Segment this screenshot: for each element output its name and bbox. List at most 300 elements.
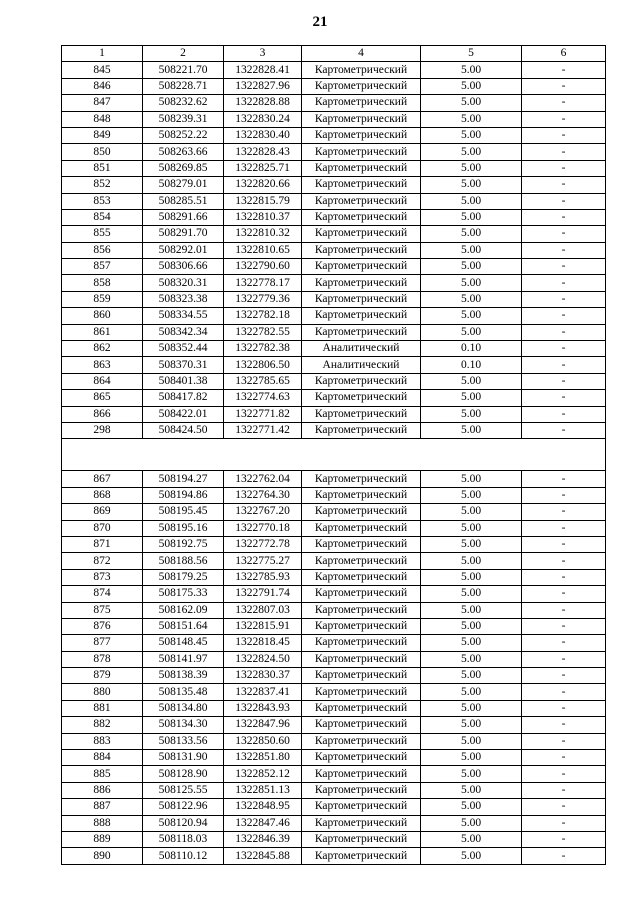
point-number-cell: 864 <box>62 373 143 389</box>
description-cell: - <box>522 668 606 684</box>
accuracy-cell: 5.00 <box>421 668 522 684</box>
accuracy-cell: 5.00 <box>421 62 522 78</box>
x-coordinate-cell: 508342.34 <box>143 324 224 340</box>
description-cell: - <box>522 815 606 831</box>
accuracy-cell: 5.00 <box>421 700 522 716</box>
table-row <box>62 635 606 651</box>
method-cell: Картометрический <box>302 144 421 160</box>
x-coordinate-cell: 508292.01 <box>143 242 224 258</box>
method-cell: Картометрический <box>302 536 421 552</box>
method-cell: Картометрический <box>302 848 421 864</box>
x-coordinate-cell: 508291.66 <box>143 209 224 225</box>
x-coordinate-cell: 508239.31 <box>143 111 224 127</box>
x-coordinate-cell: 508135.48 <box>143 684 224 700</box>
table-row <box>62 111 606 127</box>
point-number-cell: 890 <box>62 848 143 864</box>
method-cell: Картометрический <box>302 766 421 782</box>
table-row <box>62 341 606 357</box>
description-cell: - <box>522 487 606 503</box>
description-cell: - <box>522 341 606 357</box>
method-cell: Картометрический <box>302 78 421 94</box>
table-row <box>62 127 606 143</box>
y-coordinate-cell: 1322820.66 <box>224 177 302 193</box>
accuracy-cell: 5.00 <box>421 750 522 766</box>
description-cell: - <box>522 78 606 94</box>
method-cell: Картометрический <box>302 209 421 225</box>
description-cell: - <box>522 799 606 815</box>
accuracy-cell: 5.00 <box>421 717 522 733</box>
table-row <box>62 700 606 716</box>
x-coordinate-cell: 508320.31 <box>143 275 224 291</box>
y-coordinate-cell: 1322810.65 <box>224 242 302 258</box>
column-header: 2 <box>143 46 224 62</box>
x-coordinate-cell: 508194.27 <box>143 471 224 487</box>
y-coordinate-cell: 1322774.63 <box>224 390 302 406</box>
point-number-cell: 850 <box>62 144 143 160</box>
y-coordinate-cell: 1322782.18 <box>224 308 302 324</box>
table-row <box>62 651 606 667</box>
description-cell: - <box>522 848 606 864</box>
accuracy-cell: 5.00 <box>421 144 522 160</box>
y-coordinate-cell: 1322850.60 <box>224 733 302 749</box>
method-cell: Аналитический <box>302 357 421 373</box>
y-coordinate-cell: 1322767.20 <box>224 504 302 520</box>
accuracy-cell: 5.00 <box>421 242 522 258</box>
description-cell: - <box>522 504 606 520</box>
x-coordinate-cell: 508417.82 <box>143 390 224 406</box>
table-row <box>62 209 606 225</box>
accuracy-cell: 5.00 <box>421 390 522 406</box>
y-coordinate-cell: 1322830.40 <box>224 127 302 143</box>
point-number-cell: 872 <box>62 553 143 569</box>
point-number-cell: 877 <box>62 635 143 651</box>
accuracy-cell: 5.00 <box>421 799 522 815</box>
y-coordinate-cell: 1322818.45 <box>224 635 302 651</box>
method-cell: Картометрический <box>302 160 421 176</box>
method-cell: Картометрический <box>302 520 421 536</box>
table-row <box>62 259 606 275</box>
point-number-cell: 855 <box>62 226 143 242</box>
column-header: 1 <box>62 46 143 62</box>
point-number-cell: 871 <box>62 536 143 552</box>
x-coordinate-cell: 508122.96 <box>143 799 224 815</box>
accuracy-cell: 5.00 <box>421 815 522 831</box>
point-number-cell: 852 <box>62 177 143 193</box>
point-number-cell: 859 <box>62 291 143 307</box>
point-number-cell: 884 <box>62 750 143 766</box>
accuracy-cell: 5.00 <box>421 308 522 324</box>
y-coordinate-cell: 1322790.60 <box>224 259 302 275</box>
y-coordinate-cell: 1322830.37 <box>224 668 302 684</box>
accuracy-cell: 5.00 <box>421 520 522 536</box>
x-coordinate-cell: 508179.25 <box>143 569 224 585</box>
x-coordinate-cell: 508263.66 <box>143 144 224 160</box>
point-number-cell: 883 <box>62 733 143 749</box>
method-cell: Картометрический <box>302 750 421 766</box>
method-cell: Картометрический <box>302 193 421 209</box>
y-coordinate-cell: 1322815.91 <box>224 618 302 634</box>
description-cell: - <box>522 750 606 766</box>
point-number-cell: 873 <box>62 569 143 585</box>
description-cell: - <box>522 193 606 209</box>
column-header: 5 <box>421 46 522 62</box>
point-number-cell: 867 <box>62 471 143 487</box>
accuracy-cell: 5.00 <box>421 291 522 307</box>
table-row <box>62 78 606 94</box>
accuracy-cell: 5.00 <box>421 536 522 552</box>
x-coordinate-cell: 508134.30 <box>143 717 224 733</box>
x-coordinate-cell: 508424.50 <box>143 422 224 438</box>
table-row <box>62 242 606 258</box>
accuracy-cell: 5.00 <box>421 766 522 782</box>
point-number-cell: 868 <box>62 487 143 503</box>
accuracy-cell: 5.00 <box>421 618 522 634</box>
method-cell: Картометрический <box>302 799 421 815</box>
x-coordinate-cell: 508306.66 <box>143 259 224 275</box>
y-coordinate-cell: 1322806.50 <box>224 357 302 373</box>
point-number-cell: 847 <box>62 95 143 111</box>
x-coordinate-cell: 508188.56 <box>143 553 224 569</box>
table-row <box>62 684 606 700</box>
y-coordinate-cell: 1322827.96 <box>224 78 302 94</box>
x-coordinate-cell: 508162.09 <box>143 602 224 618</box>
method-cell: Картометрический <box>302 62 421 78</box>
method-cell: Картометрический <box>302 602 421 618</box>
x-coordinate-cell: 508221.70 <box>143 62 224 78</box>
description-cell: - <box>522 536 606 552</box>
accuracy-cell: 5.00 <box>421 275 522 291</box>
table-row <box>62 357 606 373</box>
y-coordinate-cell: 1322772.78 <box>224 536 302 552</box>
y-coordinate-cell: 1322824.50 <box>224 651 302 667</box>
accuracy-cell: 5.00 <box>421 831 522 847</box>
description-cell: - <box>522 95 606 111</box>
method-cell: Картометрический <box>302 373 421 389</box>
x-coordinate-cell: 508195.45 <box>143 504 224 520</box>
accuracy-cell: 5.00 <box>421 373 522 389</box>
method-cell: Картометрический <box>302 782 421 798</box>
point-number-cell: 298 <box>62 422 143 438</box>
point-number-cell: 878 <box>62 651 143 667</box>
column-header: 3 <box>224 46 302 62</box>
accuracy-cell: 5.00 <box>421 635 522 651</box>
y-coordinate-cell: 1322771.82 <box>224 406 302 422</box>
table-row <box>62 750 606 766</box>
x-coordinate-cell: 508323.38 <box>143 291 224 307</box>
coordinates-table <box>61 45 606 865</box>
y-coordinate-cell: 1322791.74 <box>224 586 302 602</box>
x-coordinate-cell: 508422.01 <box>143 406 224 422</box>
y-coordinate-cell: 1322828.43 <box>224 144 302 160</box>
y-coordinate-cell: 1322848.95 <box>224 799 302 815</box>
table-row <box>62 831 606 847</box>
x-coordinate-cell: 508291.70 <box>143 226 224 242</box>
table-row <box>62 848 606 864</box>
y-coordinate-cell: 1322782.38 <box>224 341 302 357</box>
y-coordinate-cell: 1322771.42 <box>224 422 302 438</box>
description-cell: - <box>522 569 606 585</box>
table-row <box>62 717 606 733</box>
method-cell: Картометрический <box>302 635 421 651</box>
method-cell: Картометрический <box>302 242 421 258</box>
y-coordinate-cell: 1322764.30 <box>224 487 302 503</box>
description-cell: - <box>522 422 606 438</box>
x-coordinate-cell: 508194.86 <box>143 487 224 503</box>
method-cell: Картометрический <box>302 259 421 275</box>
description-cell: - <box>522 291 606 307</box>
description-cell: - <box>522 275 606 291</box>
point-number-cell: 861 <box>62 324 143 340</box>
description-cell: - <box>522 406 606 422</box>
point-number-cell: 888 <box>62 815 143 831</box>
x-coordinate-cell: 508118.03 <box>143 831 224 847</box>
point-number-cell: 879 <box>62 668 143 684</box>
point-number-cell: 862 <box>62 341 143 357</box>
table-row <box>62 291 606 307</box>
x-coordinate-cell: 508138.39 <box>143 668 224 684</box>
column-header: 4 <box>302 46 421 62</box>
accuracy-cell: 5.00 <box>421 684 522 700</box>
y-coordinate-cell: 1322785.65 <box>224 373 302 389</box>
x-coordinate-cell: 508128.90 <box>143 766 224 782</box>
table-row <box>62 668 606 684</box>
accuracy-cell: 5.00 <box>421 209 522 225</box>
point-number-cell: 863 <box>62 357 143 373</box>
accuracy-cell: 5.00 <box>421 733 522 749</box>
point-number-cell: 866 <box>62 406 143 422</box>
method-cell: Аналитический <box>302 341 421 357</box>
description-cell: - <box>522 766 606 782</box>
method-cell: Картометрический <box>302 291 421 307</box>
y-coordinate-cell: 1322779.36 <box>224 291 302 307</box>
accuracy-cell: 5.00 <box>421 504 522 520</box>
method-cell: Картометрический <box>302 275 421 291</box>
y-coordinate-cell: 1322785.93 <box>224 569 302 585</box>
accuracy-cell: 5.00 <box>421 259 522 275</box>
x-coordinate-cell: 508232.62 <box>143 95 224 111</box>
table-row <box>62 733 606 749</box>
column-header: 6 <box>522 46 606 62</box>
accuracy-cell: 5.00 <box>421 422 522 438</box>
accuracy-cell: 5.00 <box>421 324 522 340</box>
accuracy-cell: 5.00 <box>421 160 522 176</box>
accuracy-cell: 5.00 <box>421 193 522 209</box>
method-cell: Картометрический <box>302 586 421 602</box>
accuracy-cell: 5.00 <box>421 602 522 618</box>
table-row <box>62 144 606 160</box>
description-cell: - <box>522 520 606 536</box>
point-number-cell: 856 <box>62 242 143 258</box>
method-cell: Картометрический <box>302 127 421 143</box>
y-coordinate-cell: 1322810.32 <box>224 226 302 242</box>
point-number-cell: 887 <box>62 799 143 815</box>
y-coordinate-cell: 1322830.24 <box>224 111 302 127</box>
y-coordinate-cell: 1322807.03 <box>224 602 302 618</box>
accuracy-cell: 5.00 <box>421 127 522 143</box>
y-coordinate-cell: 1322847.96 <box>224 717 302 733</box>
description-cell: - <box>522 651 606 667</box>
table-row <box>62 373 606 389</box>
table-row <box>62 586 606 602</box>
y-coordinate-cell: 1322845.88 <box>224 848 302 864</box>
method-cell: Картометрический <box>302 700 421 716</box>
description-cell: - <box>522 700 606 716</box>
description-cell: - <box>522 618 606 634</box>
point-number-cell: 886 <box>62 782 143 798</box>
accuracy-cell: 5.00 <box>421 471 522 487</box>
table-row <box>62 324 606 340</box>
table-row <box>62 782 606 798</box>
point-number-cell: 882 <box>62 717 143 733</box>
method-cell: Картометрический <box>302 553 421 569</box>
x-coordinate-cell: 508401.38 <box>143 373 224 389</box>
y-coordinate-cell: 1322775.27 <box>224 553 302 569</box>
method-cell: Картометрический <box>302 95 421 111</box>
accuracy-cell: 0.10 <box>421 341 522 357</box>
description-cell: - <box>522 373 606 389</box>
point-number-cell: 885 <box>62 766 143 782</box>
point-number-cell: 849 <box>62 127 143 143</box>
table-row <box>62 602 606 618</box>
y-coordinate-cell: 1322843.93 <box>224 700 302 716</box>
description-cell: - <box>522 160 606 176</box>
x-coordinate-cell: 508269.85 <box>143 160 224 176</box>
method-cell: Картометрический <box>302 226 421 242</box>
x-coordinate-cell: 508334.55 <box>143 308 224 324</box>
y-coordinate-cell: 1322846.39 <box>224 831 302 847</box>
method-cell: Картометрический <box>302 684 421 700</box>
table-row <box>62 618 606 634</box>
description-cell: - <box>522 635 606 651</box>
description-cell: - <box>522 324 606 340</box>
description-cell: - <box>522 177 606 193</box>
accuracy-cell: 5.00 <box>421 226 522 242</box>
table-row <box>62 536 606 552</box>
table-row <box>62 504 606 520</box>
x-coordinate-cell: 508285.51 <box>143 193 224 209</box>
accuracy-cell: 5.00 <box>421 78 522 94</box>
description-cell: - <box>522 471 606 487</box>
table-row <box>62 520 606 536</box>
table-row <box>62 766 606 782</box>
point-number-cell: 875 <box>62 602 143 618</box>
table-row <box>62 422 606 438</box>
description-cell: - <box>522 717 606 733</box>
accuracy-cell: 5.00 <box>421 782 522 798</box>
accuracy-cell: 5.00 <box>421 651 522 667</box>
point-number-cell: 889 <box>62 831 143 847</box>
y-coordinate-cell: 1322810.37 <box>224 209 302 225</box>
point-number-cell: 848 <box>62 111 143 127</box>
description-cell: - <box>522 209 606 225</box>
description-cell: - <box>522 111 606 127</box>
y-coordinate-cell: 1322770.18 <box>224 520 302 536</box>
x-coordinate-cell: 508110.12 <box>143 848 224 864</box>
point-number-cell: 869 <box>62 504 143 520</box>
x-coordinate-cell: 508134.80 <box>143 700 224 716</box>
description-cell: - <box>522 226 606 242</box>
point-number-cell: 857 <box>62 259 143 275</box>
y-coordinate-cell: 1322778.17 <box>224 275 302 291</box>
point-number-cell: 880 <box>62 684 143 700</box>
y-coordinate-cell: 1322828.88 <box>224 95 302 111</box>
method-cell: Картометрический <box>302 111 421 127</box>
method-cell: Картометрический <box>302 815 421 831</box>
accuracy-cell: 5.00 <box>421 95 522 111</box>
description-cell: - <box>522 782 606 798</box>
method-cell: Картометрический <box>302 471 421 487</box>
description-cell: - <box>522 831 606 847</box>
table-row <box>62 815 606 831</box>
y-coordinate-cell: 1322825.71 <box>224 160 302 176</box>
table-row <box>62 193 606 209</box>
description-cell: - <box>522 259 606 275</box>
point-number-cell: 845 <box>62 62 143 78</box>
x-coordinate-cell: 508151.64 <box>143 618 224 634</box>
x-coordinate-cell: 508228.71 <box>143 78 224 94</box>
x-coordinate-cell: 508279.01 <box>143 177 224 193</box>
method-cell: Картометрический <box>302 569 421 585</box>
y-coordinate-cell: 1322851.80 <box>224 750 302 766</box>
x-coordinate-cell: 508192.75 <box>143 536 224 552</box>
point-number-cell: 846 <box>62 78 143 94</box>
point-number-cell: 853 <box>62 193 143 209</box>
accuracy-cell: 5.00 <box>421 406 522 422</box>
y-coordinate-cell: 1322847.46 <box>224 815 302 831</box>
point-number-cell: 870 <box>62 520 143 536</box>
accuracy-cell: 5.00 <box>421 848 522 864</box>
table-row <box>62 799 606 815</box>
table-row <box>62 226 606 242</box>
point-number-cell: 851 <box>62 160 143 176</box>
x-coordinate-cell: 508148.45 <box>143 635 224 651</box>
x-coordinate-cell: 508352.44 <box>143 341 224 357</box>
method-cell: Картометрический <box>302 324 421 340</box>
x-coordinate-cell: 508195.16 <box>143 520 224 536</box>
table-row <box>62 275 606 291</box>
y-coordinate-cell: 1322815.79 <box>224 193 302 209</box>
table-row <box>62 62 606 78</box>
method-cell: Картометрический <box>302 831 421 847</box>
point-number-cell: 876 <box>62 618 143 634</box>
description-cell: - <box>522 357 606 373</box>
accuracy-cell: 5.00 <box>421 177 522 193</box>
method-cell: Картометрический <box>302 177 421 193</box>
accuracy-cell: 5.00 <box>421 586 522 602</box>
accuracy-cell: 5.00 <box>421 487 522 503</box>
table-row <box>62 553 606 569</box>
x-coordinate-cell: 508120.94 <box>143 815 224 831</box>
description-cell: - <box>522 684 606 700</box>
description-cell: - <box>522 602 606 618</box>
accuracy-cell: 5.00 <box>421 569 522 585</box>
x-coordinate-cell: 508175.33 <box>143 586 224 602</box>
table-row <box>62 177 606 193</box>
x-coordinate-cell: 508133.56 <box>143 733 224 749</box>
x-coordinate-cell: 508141.97 <box>143 651 224 667</box>
description-cell: - <box>522 390 606 406</box>
x-coordinate-cell: 508131.90 <box>143 750 224 766</box>
method-cell: Картометрический <box>302 668 421 684</box>
method-cell: Картометрический <box>302 487 421 503</box>
y-coordinate-cell: 1322782.55 <box>224 324 302 340</box>
point-number-cell: 858 <box>62 275 143 291</box>
accuracy-cell: 0.10 <box>421 357 522 373</box>
y-coordinate-cell: 1322852.12 <box>224 766 302 782</box>
table-row <box>62 569 606 585</box>
contour-separator-row <box>62 439 606 471</box>
x-coordinate-cell: 508370.31 <box>143 357 224 373</box>
